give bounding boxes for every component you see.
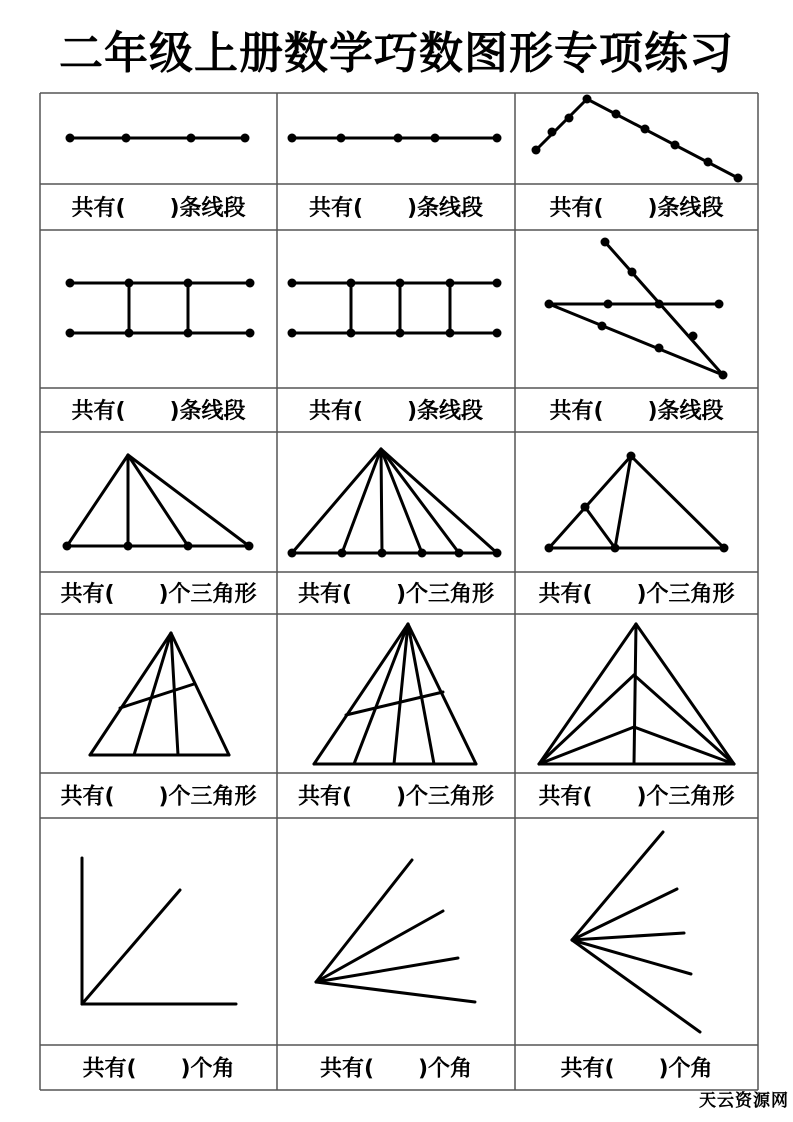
exercise-cell-triangles	[60, 455, 256, 607]
segments-figure	[549, 242, 723, 375]
exercise-cell-angles	[316, 860, 475, 1082]
answer-prompt[interactable]: 共有( )条线段	[71, 399, 246, 424]
exercise-cell-segments	[532, 95, 743, 222]
triangles-figure	[549, 456, 724, 548]
triangles-figure	[539, 624, 734, 764]
exercise-cell-triangles	[288, 449, 502, 607]
answer-prompt[interactable]: 共有( )个角	[82, 1056, 235, 1082]
angles-figure	[316, 860, 475, 1002]
segments-figure	[70, 283, 250, 333]
exercise-cell-segments	[288, 279, 502, 425]
angles-figure	[572, 832, 700, 1032]
triangles-figure	[67, 455, 249, 546]
answer-prompt[interactable]: 共有( )个三角形	[60, 784, 257, 810]
answer-prompt[interactable]: 共有( )条线段	[549, 399, 724, 424]
angles-figure	[82, 858, 236, 1004]
answer-prompt[interactable]: 共有( )条线段	[308, 399, 484, 424]
answer-prompt[interactable]: 共有( )条线段	[71, 196, 246, 221]
exercise-cell-segments	[288, 134, 502, 222]
answer-prompt[interactable]: 共有( )个三角形	[297, 784, 495, 810]
point-dots	[545, 238, 728, 380]
answer-prompt[interactable]: 共有( )个三角形	[538, 582, 735, 607]
answer-prompt[interactable]: 共有( )个角	[560, 1056, 713, 1082]
exercise-cell-triangles	[538, 624, 734, 810]
answer-prompt[interactable]: 共有( )个三角形	[538, 784, 735, 810]
exercise-cell-triangles	[60, 633, 256, 810]
point-dots	[532, 95, 743, 183]
page-title: 二年级上册数学巧数图形专项练习	[59, 28, 734, 79]
answer-prompt[interactable]: 共有( )个三角形	[297, 582, 495, 607]
watermark: 天云资源网	[699, 1091, 789, 1111]
answer-prompt[interactable]: 共有( )条线段	[549, 196, 724, 221]
exercise-cell-segments	[66, 279, 255, 425]
point-dots	[545, 452, 729, 553]
answer-prompt[interactable]: 共有( )个角	[319, 1056, 473, 1082]
segments-figure	[292, 283, 497, 333]
exercise-cell-triangles	[298, 624, 494, 810]
exercise-cell-segments	[66, 134, 250, 222]
triangles-figure	[292, 449, 497, 553]
exercise-cell-angles	[560, 832, 712, 1082]
triangles-figure	[90, 633, 229, 755]
exercise-cell-triangles	[538, 452, 734, 608]
point-dots	[66, 279, 255, 338]
answer-prompt[interactable]: 共有( )个三角形	[60, 582, 257, 607]
point-dots	[288, 279, 502, 338]
triangles-figure	[314, 624, 476, 764]
exercise-cell-angles	[82, 858, 236, 1082]
exercise-cell-segments	[545, 238, 728, 425]
answer-prompt[interactable]: 共有( )条线段	[308, 196, 484, 221]
